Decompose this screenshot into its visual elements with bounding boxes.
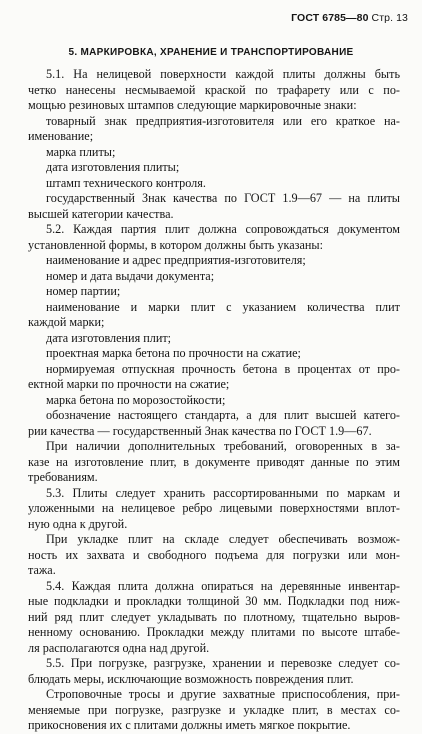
text-line: штамп технического контроля.	[46, 175, 206, 190]
text-line: меняемые при погрузке, разгрузке и укладке плит, в местах со-	[28, 702, 400, 717]
text-line: номер и дата выдачи документа;	[46, 268, 215, 283]
text-line: 5.5. При погрузке, разгрузке, хранении и перевозке следует со-	[46, 656, 400, 670]
text-line: дата изготовления плиты;	[46, 160, 180, 174]
text-line: При укладке плит на складе следует обеспечивать возмож-	[46, 532, 400, 546]
text-line: Строповочные тросы и другие захватные приспособления, при-	[46, 687, 400, 701]
standard-code: ГОСТ 6785—80	[291, 12, 369, 24]
text-line: прикосновения их с плитами должны иметь мягкое покрытие.	[28, 718, 351, 732]
text-line: наименование и марки плит с указанием количества плит	[46, 299, 400, 314]
text-line: ные подкладки и прокладки толщиной 30 мм. Подкладки под ниж-	[28, 594, 400, 608]
text-line: тажа.	[28, 563, 56, 577]
text-line: ную одна к другой.	[28, 516, 128, 531]
text-line: проектная марка бетона по прочности на сжатие;	[46, 346, 301, 360]
text-line: ность их захвата и свободного подъема для погрузки или мон-	[28, 547, 400, 562]
text-line: требованиям.	[28, 470, 98, 484]
text-line: установленной формы, в котором должны быть указаны:	[28, 237, 323, 252]
text-line: товарный знак предприятия-изготовителя или его краткое на-	[46, 113, 400, 128]
page-number: Стр. 13	[371, 12, 408, 24]
document-body	[28, 67, 400, 734]
section-title: 5. МАРКИРОВКА, ХРАНЕНИЕ И ТРАНСПОРТИРОВАНИЕ	[68, 47, 354, 58]
text-line: дата изготовления плит;	[46, 330, 172, 345]
text-line: высшей категории качества.	[28, 206, 174, 221]
text-line: нормируемая отпускная прочность бетона в процентах от про-	[46, 361, 400, 376]
text-line: ний ряд плит следует укладывать по плотному, тщательно выров-	[28, 609, 400, 624]
text-line: именование;	[28, 129, 94, 143]
text-line: казе на изготовление плит, в документе приводят данные по этим	[28, 454, 400, 469]
text-line: 5.1. На нелицевой поверхности каждой плиты должны быть	[46, 67, 400, 81]
text-line: блюдать меры, исключающие возможность повреждения плит.	[28, 671, 354, 686]
text-line: номер партии;	[46, 284, 121, 298]
text-line: государственный Знак качества по ГОСТ 1.9—67 — на плиты	[46, 191, 400, 205]
text-line: При наличии дополнительных требований, оговоренных в за-	[46, 439, 400, 453]
text-line: 5.3. Плиты следует хранить рассортированными по маркам и	[46, 485, 400, 500]
text-line: наименование и адрес предприятия-изготовителя;	[46, 253, 306, 267]
text-line: мощью резиновых штампов следующие маркировочные знаки:	[28, 98, 357, 112]
text-line: каждой марки;	[28, 315, 105, 329]
page-header	[291, 12, 408, 24]
text-line: ектной марки по прочности на сжатие;	[28, 377, 230, 391]
text-line: четко нанесены несмываемой краской по трафарету или с по-	[28, 82, 400, 97]
text-line: марка бетона по морозостойкости;	[46, 392, 226, 407]
text-line: 5.2. Каждая партия плит должна сопровождаться документом	[46, 222, 400, 236]
text-line: уложенными на нелицевое ребро лицевыми поверхностями вплот-	[28, 501, 400, 515]
text-line: марка плиты;	[46, 144, 116, 159]
text-line: 5.4. Каждая плита должна опираться на деревянные инвентар-	[46, 578, 400, 593]
text-line: обозначение настоящего стандарта, а для плит высшей катего-	[46, 408, 400, 422]
text-line: ненному основанию. Прокладки между плитами по высоте штабе-	[28, 625, 400, 639]
text-line: ля располагаются одна над другой.	[28, 640, 210, 655]
text-line: рии качества — государственный Знак качества по ГОСТ 1.9—67.	[28, 423, 372, 438]
